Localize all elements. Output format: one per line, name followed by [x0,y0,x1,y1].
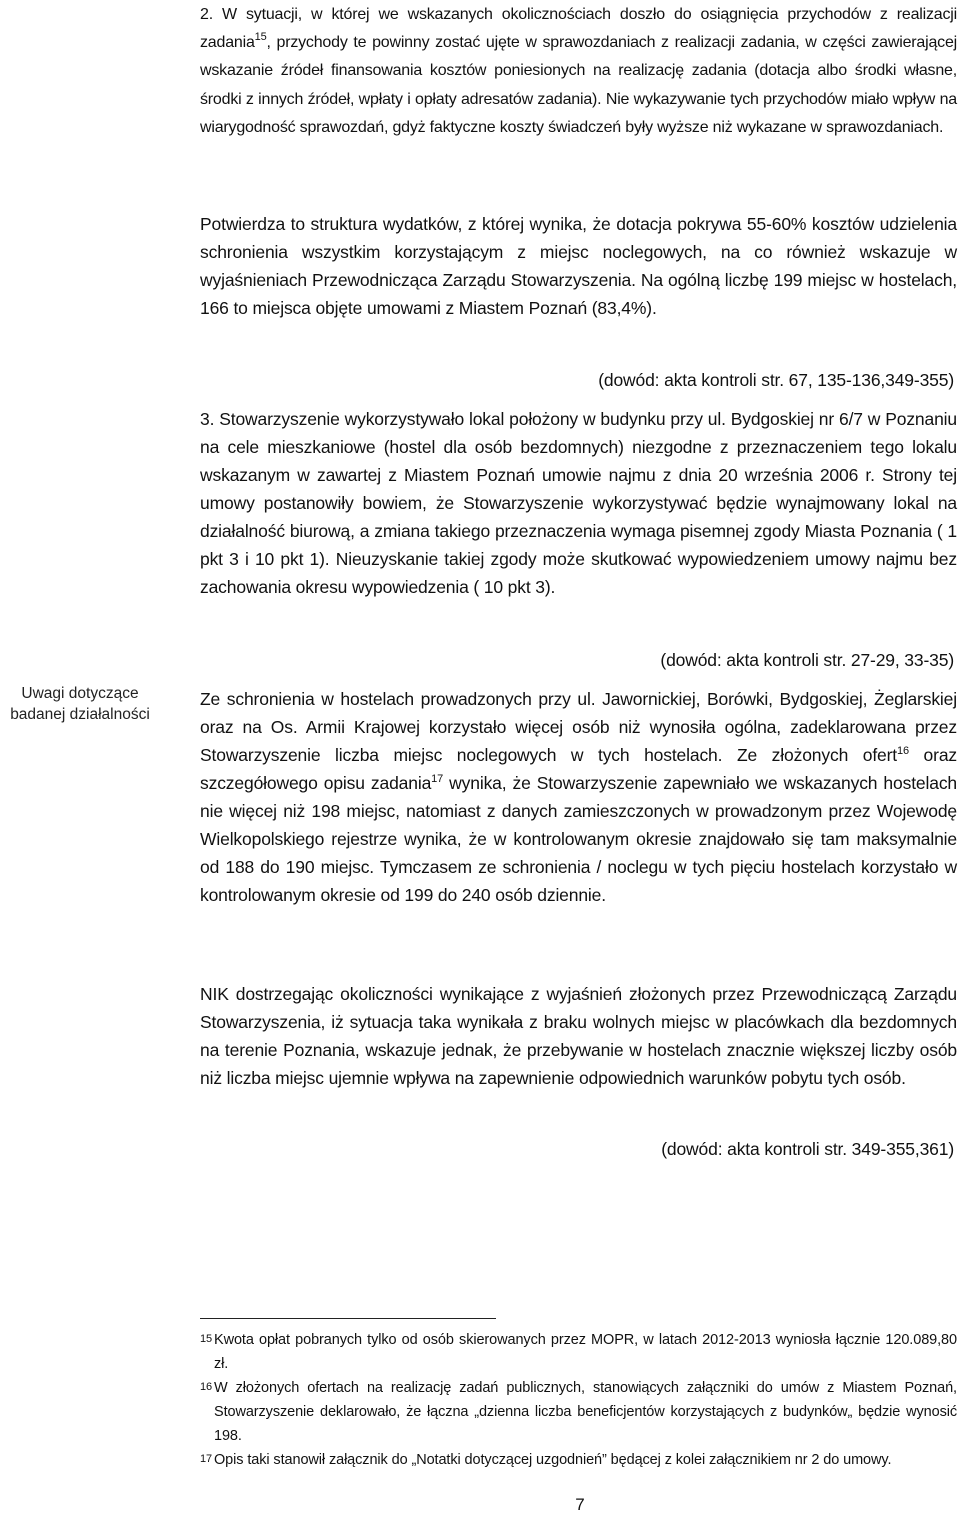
paragraph-text: wynika, że Stowarzyszenie zapewniało we wskazanych hostelach nie więcej niż 198 miejsc, natomiast z danych zamieszczonych w prowadzonym przez Wojewodę Wielkopolskiego rejestrze wynika, że w kontrolowanym okresie znajdowało się tam maksymalnie od 188 do 190 miejsc. Tymczasem ze schronienia / noclegu w tych pięciu hostelach korzystało w kontrolowanym okresie od 199 do 240 osób dziennie. [200,773,957,905]
paragraph-2-revenues [200,1,957,142]
page-number: 7 [575,1495,585,1514]
footnote-text: W złożonych ofertach na realizację zadań publicznych, stanowiących załączniki do umów z Miastem Poznań, Stowarzyszenie deklarowało, że łączna „dzienna liczba beneficjentów korzystających z budynków„ będzie wynosić 198. [214,1380,957,1444]
footnote-separator [200,1318,496,1319]
evidence-reference: (dowód: akta kontroli str. 67, 135-136,349-355) [598,370,954,390]
paragraph-expense-structure: Potwierdza to struktura wydatków, z której wynika, że dotacja pokrywa 55-60% kosztów udzielenia schronienia wszystkim korzystającym z miejsc noclegowych, na co również wskazuje w wyjaśnieniach Przewodnicząca Zarządu Stowarzyszenia. Na ogólną liczbę 199 miejsc w hostelach, 166 to miejsca objęte umowami z Miastem Poznań (83,4%). [200,214,957,318]
paragraph-text: oraz szczegółowego opisu zadania [200,745,957,793]
footnote-number: 16 [200,1381,213,1393]
footnote-number: 17 [200,1453,213,1465]
footnote-ref-15[interactable]: 15 [254,31,267,44]
paragraph-nik-assessment: NIK dostrzegając okoliczności wynikające z wyjaśnień złożonych przez Przewodniczącą Zarządu Stowarzyszenia, iż sytuacja taka wynikała z braku wolnych miejsc w placówkach dla bezdomnych na terenie Poznania, wskazuje jednak, że przebywanie w hostelach znacznie większej liczby osób niż liczba miejsc ujemnie wpływa na zapewnienie odpowiednich warunków pobytu tych osób. [200,984,957,1088]
footnote-text: Opis taki stanowił załącznik do „Notatki dotyczącej uzgodnień” będącej z kolei załącznikiem nr 2 do umowy. [214,1452,892,1468]
paragraph-text: 2. W sytuacji, w której we wskazanych okolicznościach doszło do osiągnięcia przychodów z realizacji zadania [200,6,957,52]
paragraph-3-premises: 3. Stowarzyszenie wykorzystywało lokal położony w budynku przy ul. Bydgoskiej nr 6/7 w Poznaniu na cele mieszkaniowe (hostel dla osób bezdomnych) niezgodne z przeznaczeniem tego lokalu wskazanym w zawartej z Miastem Poznań umowie najmu z dnia 20 września 2006 r. Strony tej umowy postanowiły bowiem, że Stowarzyszenie wykorzystywać będzie wynajmowany lokal na działalność biurową, a zmiana takiego przeznaczenia wymaga pisemnej zgody Miasta Poznania ( 1 pkt 3 i 10 pkt 1). Nieuzyskanie takiej zgody może skutkować wypowiedzeniem umowy najmu bez zachowania okresu wypowiedzenia ( 10 pkt 3). [200,409,957,597]
footnote-number: 15 [200,1333,213,1345]
footnote-ref-16[interactable]: 16 [897,745,909,757]
footnote-text: Kwota opłat pobranych tylko od osób skierowanych przez MOPR, w latach 2012-2013 wyniosła łącznie 120.089,80 zł. [214,1332,957,1372]
evidence-reference: (dowód: akta kontroli str. 27-29, 33-35) [660,650,954,670]
paragraph-hostel-capacity [200,685,957,909]
paragraph-text: Ze schronienia w hostelach prowadzonych przy ul. Jawornickiej, Borówki, Bydgoskiej, Żeglarskiej oraz na Os. Armii Krajowej korzystało więcej osób niż wynosiła ogólna, zadeklarowana przez Stowarzyszenie liczba miejsc noclegowych w tych hostelach. Ze złożonych ofert [200,689,957,765]
margin-label [0,683,160,725]
evidence-reference: (dowód: akta kontroli str. 349-355,361) [661,1139,954,1159]
footnote-16 [200,1376,957,1448]
footnote-15 [200,1328,957,1376]
margin-label-line2: badanej działalności [10,706,150,723]
margin-label-line1: Uwagi dotyczące [21,685,139,702]
footnotes [200,1328,957,1472]
footnote-ref-17[interactable]: 17 [431,773,444,785]
paragraph-text: , przychody te powinny zostać ujęte w sprawozdaniach z realizacji zadania, w części zawierającej wskazanie źródeł finansowania kosztów poniesionych na realizację zadania (dotacja albo środki własne, środki z innych źródeł, wpłaty i opłaty adresatów zadania). Nie wykazywanie tych przychodów miało wpływ na wiarygodność sprawozdań, gdyż faktyczne koszty świadczeń były wyższe niż wykazane w sprawozdaniach. [200,34,957,136]
footnote-17 [200,1448,957,1472]
